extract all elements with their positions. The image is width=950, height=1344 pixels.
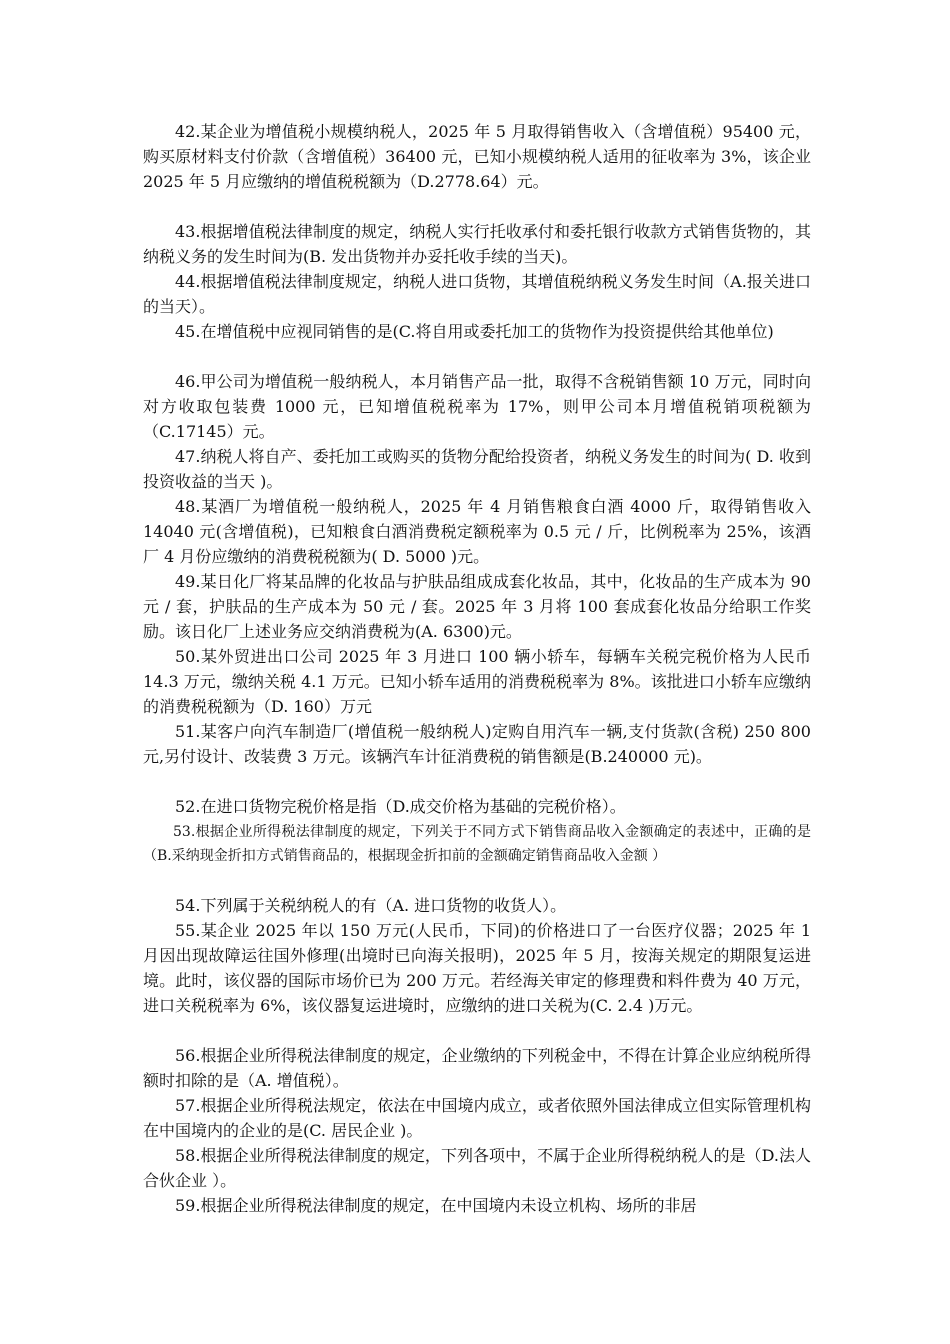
question-53: 53.根据企业所得税法律制度的规定，下列关于不同方式下销售商品收入金额确定的表述中，正确的是（B.采纳现金折扣方式销售商品的，根据现金折扣前的金额确定销售商品收入金额 ） — [143, 824, 811, 864]
question-50: 50.某外贸进出口公司 2025 年 3 月进口 100 辆小轿车，每辆车关税完税价格为人民币 14.3 万元，缴纳关税 4.1 万元。已知小轿车适用的消费税税率为 8%。该批进口小轿车应缴纳的消费税税额为（D. 160）万元 — [143, 647, 811, 716]
question-45: 45.在增值税中应视同销售的是(C.将自用或委托加工的货物作为投资提供给其他单位) — [175, 322, 774, 341]
question-42: 42.某企业为增值税小规模纳税人，2025 年 5 月取得销售收入（含增值税）95400 元，购买原材料支付价款（含增值税）36400 元，已知小规模纳税人适用的征收率为 3%，该企业 2025 年 5 月应缴纳的增值税税额为（D.2778.64）元。 — [143, 122, 811, 191]
question-47: 47.纳税人将自产、委托加工或购买的货物分配给投资者，纳税义务发生的时间为( D. 收到投资收益的当天 )。 — [143, 447, 811, 491]
question-44: 44.根据增值税法律制度规定，纳税人进口货物，其增值税纳税义务发生时间（A.报关进口的当天）。 — [143, 272, 811, 316]
question-46: 46.甲公司为增值税一般纳税人，本月销售产品一批，取得不含税销售额 10 万元，同时向对方收取包装费 1000 元，已知增值税税率为 17%，则甲公司本月增值税销项税额为（C.17145）元。 — [143, 372, 811, 441]
question-54: 54.下列属于关税纳税人的有（A. 进口货物的收货人）。 — [175, 896, 567, 915]
question-48: 48.某酒厂为增值税一般纳税人，2025 年 4 月销售粮食白酒 4000 斤，取得销售收入 14040 元(含增值税)，已知粮食白酒消费税定额税率为 0.5 元 / 斤，比例税率为 25%，该酒厂 4 月份应缴纳的消费税税额为( D. 5000 )元。 — [143, 497, 811, 566]
question-49: 49.某日化厂将某品牌的化妆品与护肤品组成成套化妆品，其中，化妆品的生产成本为 90 元 / 套，护肤品的生产成本为 50 元 / 套。2025 年 3 月将 100 套成套化妆品分给职工作奖励。该日化厂上述业务应交纳消费税为(A. 6300)元。 — [143, 572, 811, 641]
question-58: 58.根据企业所得税法律制度的规定，下列各项中，不属于企业所得税纳税人的是（D.法人合伙企业 ）。 — [143, 1146, 811, 1190]
question-43: 43.根据增值税法律制度的规定，纳税人实行托收承付和委托银行收款方式销售货物的，其纳税义务的发生时间为(B. 发出货物并办妥托收手续的当天)。 — [143, 222, 811, 266]
question-56: 56.根据企业所得税法律制度的规定，企业缴纳的下列税金中，不得在计算企业应纳税所得额时扣除的是（A. 增值税）。 — [143, 1046, 811, 1090]
question-52: 52.在进口货物完税价格是指（D.成交价格为基础的完税价格）。 — [175, 797, 626, 816]
question-51: 51.某客户向汽车制造厂(增值税一般纳税人)定购自用汽车一辆,支付货款(含税) 250 800元,另付设计、改装费 3 万元。该辆汽车计征消费税的销售额是(B.240000 元)。 — [143, 722, 811, 766]
question-57: 57.根据企业所得税法规定，依法在中国境内成立，或者依照外国法律成立但实际管理机构在中国境内的企业的是(C. 居民企业 )。 — [143, 1096, 811, 1140]
question-59: 59.根据企业所得税法律制度的规定，在中国境内未设立机构、场所的非居 — [175, 1196, 697, 1215]
question-55: 55.某企业 2025 年以 150 万元(人民币，下同)的价格进口了一台医疗仪器；2025 年 1 月因出现故障运往国外修理(出境时已向海关报明)，2025 年 5 月，按海关规定的期限复运进境。此时，该仪器的国际市场价已为 200 万元。若经海关审定的修理费和料件费为 40 万元，进口关税税率为 6%，该仪器复运进境时，应缴纳的进口关税为(C. 2.4 )万元。 — [143, 921, 811, 1015]
